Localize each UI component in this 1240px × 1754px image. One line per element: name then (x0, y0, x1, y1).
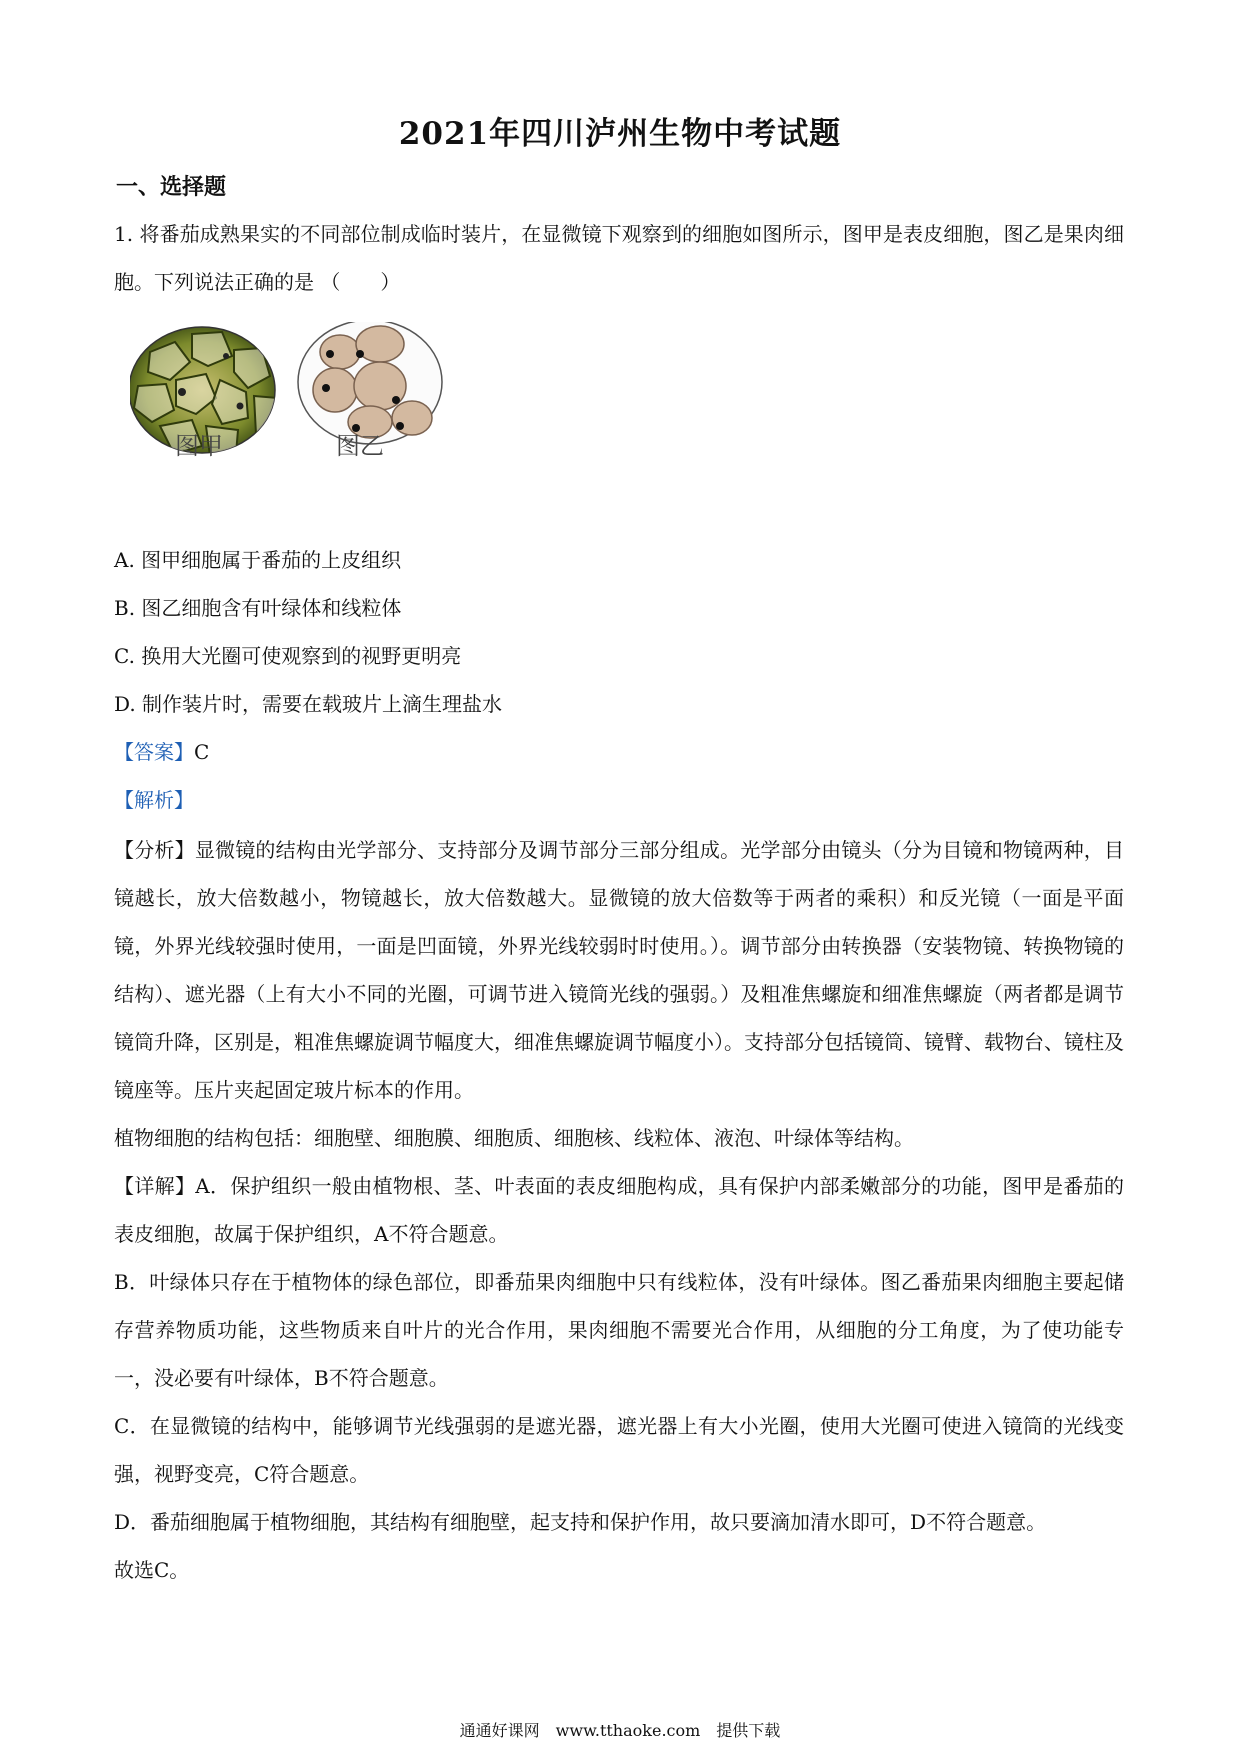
question-text: 1. 将番茄成熟果实的不同部位制成临时装片，在显微镜下观察到的细胞如图所示，图甲是表皮细胞，图乙是果肉细胞。下列说法正确的是 （ ） (114, 222, 1124, 294)
analysis-paragraph: 【详解】A．保护组织一般由植物根、茎、叶表面的表皮细胞构成，具有保护内部柔嫩部分的功能，图甲是番茄的表皮细胞，故属于保护组织，A不符合题意。 (114, 1174, 1124, 1246)
analysis-paragraph: C．在显微镜的结构中，能够调节光线强弱的是遮光器，遮光器上有大小光圈，使用大光圈可使进入镜筒的光线变强，视野变亮，C符合题意。 (114, 1414, 1124, 1486)
analysis-paragraph: 【分析】显微镜的结构由光学部分、支持部分及调节部分三部分组成。光学部分由镜头（分为目镜和物镜两种，目镜越长，放大倍数越小，物镜越长，放大倍数越大。显微镜的放大倍数等于两者的乘积）和反光镜（一面是平面镜，外界光线较强时使用，一面是凹面镜，外界光线较弱时时使用。）。调节部分由转换器（安装物镜、转换物镜的结构）、遮光器（上有大小不同的光圈，可调节进入镜筒光线的强弱。）及粗准焦螺旋和细准焦螺旋（两者都是调节镜筒升降，区别是，粗准焦螺旋调节幅度大，细准焦螺旋调节幅度小）。支持部分包括镜筒、镜臂、载物台、镜柱及镜座等。压片夹起固定玻片标本的作用。 (114, 838, 1124, 1102)
cell-figure-image (130, 322, 510, 512)
option-a: A. 图甲细胞属于番茄的上皮组织 (114, 548, 402, 572)
page-title: 2021年四川泸州生物中考试题 (398, 116, 842, 152)
analysis-label: 【解析】 (114, 788, 194, 812)
option-b: B. 图乙细胞含有叶绿体和线粒体 (114, 596, 402, 620)
option-c: C. 换用大光圈可使观察到的视野更明亮 (114, 644, 462, 668)
analysis-paragraph: B．叶绿体只存在于植物体的绿色部位，即番茄果肉细胞中只有线粒体，没有叶绿体。图乙番茄果肉细胞主要起储存营养物质功能，这些物质来自叶片的光合作用，果肉细胞不需要光合作用，从细胞的分工角度，为了使功能专一，没必要有叶绿体，B不符合题意。 (114, 1270, 1124, 1390)
analysis-paragraph: 故选C。 (114, 1558, 190, 1582)
analysis-paragraph: D．番茄细胞属于植物细胞，其结构有细胞壁，起支持和保护作用，故只要滴加清水即可，D不符合题意。 (114, 1510, 1047, 1534)
answer-value: C (194, 740, 210, 764)
answer-label: 【答案】 (114, 740, 194, 764)
page-footer: 通通好课网 www.tthaoke.com 提供下载 (459, 1721, 781, 1740)
figure-label-b: 图乙 (336, 432, 384, 460)
option-d: D. 制作装片时，需要在载玻片上滴生理盐水 (114, 692, 503, 716)
cell-figure (130, 322, 510, 512)
answer-line (114, 736, 209, 765)
analysis-paragraph: 植物细胞的结构包括：细胞壁、细胞膜、细胞质、细胞核、线粒体、液泡、叶绿体等结构。 (114, 1126, 914, 1150)
analysis-body (114, 826, 1124, 1594)
figure-label-a: 图甲 (175, 432, 223, 460)
section-heading: 一、选择题 (116, 174, 227, 200)
